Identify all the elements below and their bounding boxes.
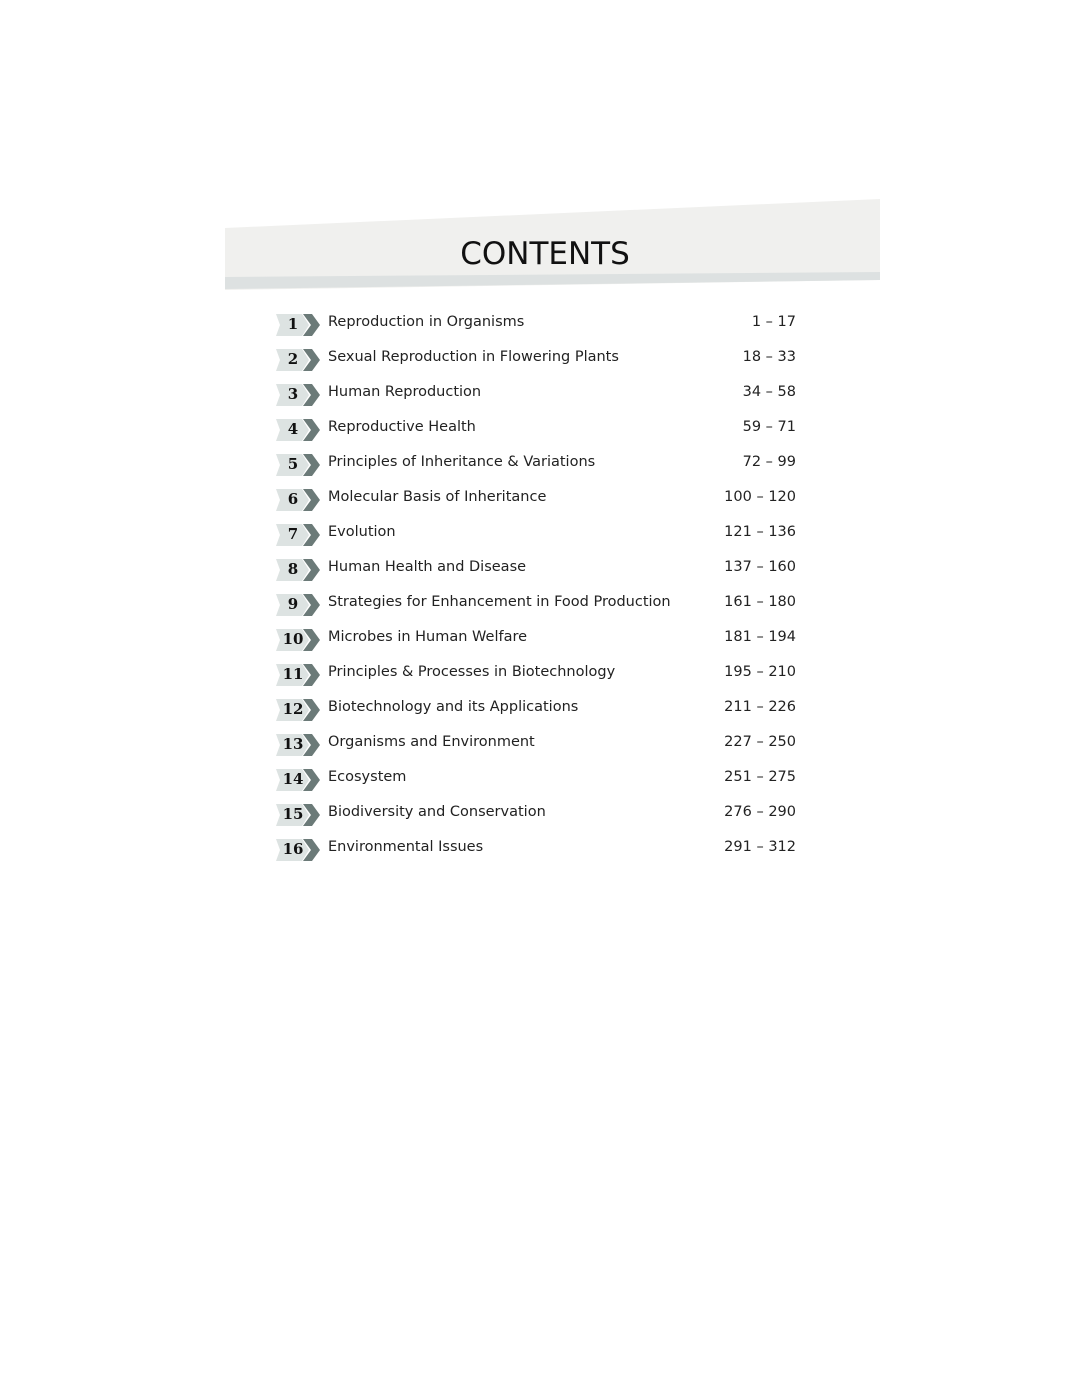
page-range: 181 – 194	[724, 629, 796, 645]
chapter-number: 7	[287, 525, 299, 543]
page-range: 161 – 180	[724, 594, 796, 610]
toc-entry[interactable]	[276, 696, 800, 731]
chapter-badge	[276, 699, 322, 721]
page-range: 276 – 290	[724, 804, 796, 820]
chapter-title[interactable]: Environmental Issues	[328, 839, 484, 855]
chapter-number: 4	[287, 420, 299, 438]
page-range: 34 – 58	[742, 384, 796, 400]
chapter-badge	[276, 839, 322, 861]
chapter-number: 16	[282, 840, 304, 858]
chapter-badge	[276, 454, 322, 476]
toc-entry[interactable]	[276, 416, 800, 451]
chapter-title[interactable]: Evolution	[328, 524, 396, 540]
chapter-number: 9	[287, 595, 299, 613]
chapter-number: 15	[282, 805, 304, 823]
chapter-number: 6	[287, 490, 299, 508]
page-range: 291 – 312	[724, 839, 796, 855]
chapter-title[interactable]: Human Reproduction	[328, 384, 482, 400]
page-range: 211 – 226	[724, 699, 796, 715]
chapter-number: 10	[282, 630, 304, 648]
chapter-badge	[276, 489, 322, 511]
chapter-title[interactable]: Reproduction in Organisms	[328, 314, 525, 330]
page-range: 251 – 275	[724, 769, 796, 785]
toc-entry[interactable]	[276, 661, 800, 696]
toc-entry[interactable]	[276, 311, 800, 346]
chapter-number: 1	[287, 315, 299, 333]
toc-entry[interactable]	[276, 346, 800, 381]
chapter-badge	[276, 629, 322, 651]
chapter-title[interactable]: Organisms and Environment	[328, 734, 535, 750]
chapter-badge	[276, 769, 322, 791]
page-range: 137 – 160	[724, 559, 796, 575]
chapter-badge	[276, 349, 322, 371]
toc-entry[interactable]	[276, 731, 800, 766]
toc-entry[interactable]	[276, 626, 800, 661]
chapter-title[interactable]: Molecular Basis of Inheritance	[328, 489, 547, 505]
chapter-badge	[276, 384, 322, 406]
chapter-number: 3	[287, 385, 299, 403]
chapter-badge	[276, 524, 322, 546]
chapter-title[interactable]: Biodiversity and Conservation	[328, 804, 546, 820]
chapter-title[interactable]: Reproductive Health	[328, 419, 476, 435]
chapter-title[interactable]: Ecosystem	[328, 769, 407, 785]
chapter-number: 14	[282, 770, 304, 788]
toc-entry[interactable]	[276, 556, 800, 591]
chapter-number: 5	[287, 455, 299, 473]
chapter-badge	[276, 559, 322, 581]
chapter-number: 8	[287, 560, 299, 578]
toc-entry[interactable]	[276, 766, 800, 801]
chapter-number: 2	[287, 350, 299, 368]
toc-entry[interactable]	[276, 801, 800, 836]
toc-entry[interactable]	[276, 486, 800, 521]
table-of-contents	[276, 311, 800, 871]
page-title: CONTENTS	[460, 236, 630, 272]
chapter-badge	[276, 664, 322, 686]
chapter-title[interactable]: Human Health and Disease	[328, 559, 527, 575]
chapter-title[interactable]: Principles & Processes in Biotechnology	[328, 664, 616, 680]
chapter-title[interactable]: Principles of Inheritance & Variations	[328, 454, 596, 470]
chapter-badge	[276, 314, 322, 336]
page-range: 1 – 17	[751, 314, 796, 330]
page-range: 59 – 71	[742, 419, 796, 435]
page-range: 100 – 120	[724, 489, 796, 505]
chapter-badge	[276, 804, 322, 826]
chapter-title[interactable]: Sexual Reproduction in Flowering Plants	[328, 349, 619, 365]
page-range: 227 – 250	[724, 734, 796, 750]
toc-entry[interactable]	[276, 836, 800, 871]
page-range: 18 – 33	[742, 349, 796, 365]
chapter-badge	[276, 419, 322, 441]
toc-entry[interactable]	[276, 381, 800, 416]
chapter-title[interactable]: Strategies for Enhancement in Food Production	[328, 594, 671, 610]
page-range: 195 – 210	[724, 664, 796, 680]
chapter-badge	[276, 734, 322, 756]
toc-entry[interactable]	[276, 591, 800, 626]
page-range: 121 – 136	[724, 524, 796, 540]
chapter-number: 12	[282, 700, 304, 718]
chapter-number: 13	[282, 735, 304, 753]
chapter-title[interactable]: Microbes in Human Welfare	[328, 629, 528, 645]
page-range: 72 – 99	[742, 454, 796, 470]
chapter-badge	[276, 594, 322, 616]
chapter-title[interactable]: Biotechnology and its Applications	[328, 699, 579, 715]
toc-entry[interactable]	[276, 521, 800, 556]
chapter-number: 11	[282, 665, 304, 683]
toc-entry[interactable]	[276, 451, 800, 486]
